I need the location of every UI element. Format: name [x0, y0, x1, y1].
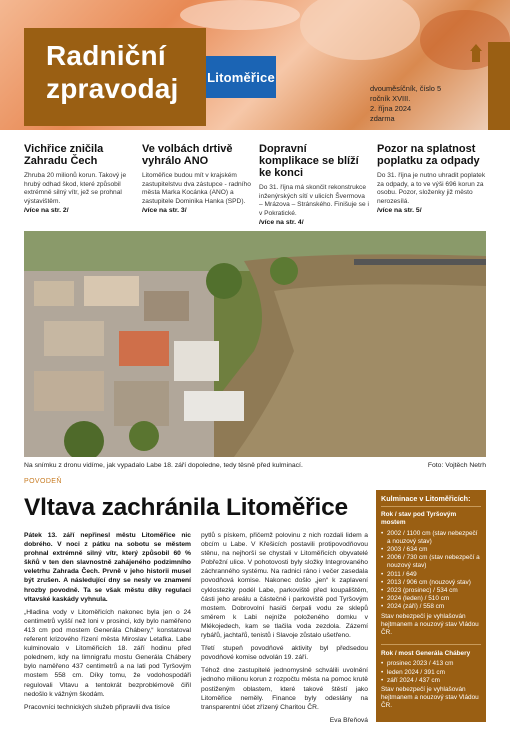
article-paragraph: „Hladina vody v Litoměřicích nakonec byla jen o 24 centimetrů vyšší než loni v prosinci, kdy bylo naměřeno 413 cm pod mostem Generála Chábery,“ konstatoval referent krizového řízení města Miroslav Letafka. Labe kulminovalo v Litoměřicích 18. září hodinu před polednem, kdy na limnigrafu mostu Generála Chábery bylo naměřeno 437 centimetrů a na lati pod Tyršovým mostem 558 cm. Díky tomu, že vodohospodáři regulovali Vltavu a tentokrát bezproblémově čiřil nedošlo k vážným škodám.: [24, 608, 191, 698]
teaser-row: [24, 143, 488, 226]
article-headline: Vltava zachránila Litoměřice: [24, 494, 348, 521]
teaser-item[interactable]: [142, 143, 252, 214]
teaser-more-link[interactable]: /více na str. 3/: [142, 207, 187, 214]
teaser-more-link[interactable]: /více na str. 5/: [377, 207, 422, 214]
issue-price: zdarma: [370, 114, 395, 123]
sidebar-subtitle: Rok / stav pod Tyršovým mostem: [381, 511, 457, 527]
photo-caption-text: Na snímku z dronu vidíme, jak vypadalo Labe 18. září dopoledne, tedy těsně před kulminací.: [24, 462, 303, 469]
list-item: • 2023 (prosinec) / 534 cm: [381, 587, 481, 595]
list-item: • 2024 (leden) / 510 cm: [381, 595, 481, 603]
photo-caption: [24, 462, 486, 469]
photo-credit: Foto: Vojtěch Netrh: [427, 462, 486, 469]
teaser-text: Litoměřice budou mít v krajském zastupitelstvu dva zástupce - radního města Marka Kocánka (ANO) a zastupitele Dominika Hanka (SPD).: [142, 172, 251, 205]
list-item: • prosinec 2023 / 413 cm: [381, 660, 481, 668]
article-author: Eva Břeňová: [329, 716, 368, 724]
article-column-1: [24, 531, 191, 716]
article-column-2: [201, 531, 368, 729]
teaser-title: Ve volbách drtivě vyhrálo ANO: [142, 143, 233, 167]
sidebar-list-tyrs: [381, 530, 481, 612]
teaser-more-link[interactable]: /více na str. 4/: [259, 219, 304, 226]
list-item: • 2006 / 730 cm (stav nebezpečí a nouzový stav): [381, 554, 481, 570]
masthead-title-line2: zpravodaj: [46, 73, 179, 104]
list-item: • 2024 (září) / 558 cm: [381, 603, 481, 611]
teaser-title: Pozor na splatnost poplatku za odpady: [377, 143, 480, 167]
issue-info: [370, 84, 441, 124]
city-logo: [206, 56, 276, 98]
flood-aerial-illustration: [24, 231, 486, 457]
article-paragraph: Téhož dne zastupitelé jednomyslně schválili uvolnění jednoho milionu korun z rozpočtu města na pomoc krutě postiženým oblastem, které takové štěstí jako Litoměřice neměly. Finance byly odeslány na transparentní účet zřízený Charitou ČR.: [201, 667, 368, 711]
sidebar-subtitle: Rok / most Generála Chábery: [381, 644, 481, 658]
masthead-title-line1: Radniční: [46, 40, 166, 71]
teaser-text: Zhruba 20 milionů korun. Takový je hrubý odhad škod, které způsobil extrémně silný vítr, jež se prohnal výstavištěm.: [24, 172, 127, 205]
issue-volume: ročník XVIII.: [370, 94, 411, 103]
teaser-item[interactable]: [24, 143, 134, 214]
article-paragraph: Pracovníci technických služeb připravili dva tisíce: [24, 703, 171, 711]
flood-aerial-photo: [24, 231, 486, 457]
issue-date: 2. října 2024: [370, 104, 412, 113]
teaser-text: Do 31. října je nutno uhradit poplatek za odpady, a to ve výši 696 korun za osobu. Pozor, složenky již město nerozesílá.: [377, 172, 486, 205]
list-item: • 2013 / 906 cm (nouzový stav): [381, 579, 481, 587]
kulminace-sidebar: [376, 490, 486, 722]
sidebar-list-chabery: [381, 660, 481, 685]
list-item: • 2002 / 1100 cm (stav nebezpečí a nouzový stav): [381, 530, 481, 546]
sidebar-title: Kulminace v Litoměřicích:: [381, 495, 481, 507]
city-logo-text: Litoměřice: [207, 69, 275, 85]
sidebar-note: Stav nebezpečí je vyhlašován hejtmanem a nouzový stav Vládou ČR.: [381, 612, 479, 637]
section-label: POVODEŇ: [24, 478, 62, 485]
masthead-title-box: [24, 28, 206, 126]
list-item: • leden 2024 / 391 cm: [381, 669, 481, 677]
list-item: • 2003 / 634 cm: [381, 546, 481, 554]
article-paragraph: pytlů s pískem, přičemž polovinu z nich rozdali lidem a obcím u Labe. V Křešicích postavili protipovodňovou stěnu, na nejhorší se chystali v Litoměřicích obyvatelé Pobřežní ulice. V pohotovosti byly složky Integrovaného záchranného systému. Na radnici ráno i večer zasedala povodňová komise. Nakonec došlo „jen“ k zaplavení cyklostezky podél Labe, parkoviště před koupalištěm, části jeho areálu a částečně i parkoviště pod Tyršovým mostem. Dobrovolní hasiči čerpali vodu ze sklepů směrem k Labi nejníže položeného domku v Mlékojedech, kam se tlačila voda zezdola. Zázemí rybářů, jachtařů, tenistů i Slavoje zůstalo ušetřeno.: [201, 532, 368, 640]
list-item: • září 2024 / 437 cm: [381, 677, 481, 685]
city-emblem-icon: [470, 44, 482, 62]
teaser-item[interactable]: [377, 143, 487, 214]
teaser-more-link[interactable]: /více na str. 2/: [24, 207, 69, 214]
teaser-title: Vichřice zničila Zahradu Čech: [24, 143, 104, 167]
header-accent-bar: [488, 42, 510, 130]
teaser-title: Dopravní komplikace se blíží ke konci: [259, 143, 359, 179]
article-paragraph: Třetí stupeň povodňové aktivity byl předsedou povodňové komise odvolán 19. září.: [201, 645, 368, 662]
teaser-text: Do 31. října má skončit rekonstrukce inženýrských sítí v ulicích Švermova – Mrázova – Stránského. Finišuje se i v Pokratické.: [259, 184, 369, 217]
issue-frequency: dvouměsíčník, číslo 5: [370, 84, 442, 93]
article-lead: Pátek 13. září nepřinesl městu Litoměřice nic dobrého. V noci z pátku na sobotu se městem prohnal extrémně silný vítr, který způsobil 60 % škňů v ten den slavnostně zahájeného podzimního veletrhu Zahrada Čech. Prvně v jeho historii musel být zrušen. A následující dny se nesly ve znamení hrozby povodně. Ta se však městu díky regulaci vltavské kaskády vyhnula.: [24, 532, 191, 603]
sidebar-note: Stav nebezpečí je vyhlašován hejtmanem a nouzový stav Vládou ČR.: [381, 686, 479, 710]
teaser-item[interactable]: [259, 143, 369, 226]
list-item: • 2011 / 649: [381, 571, 481, 579]
